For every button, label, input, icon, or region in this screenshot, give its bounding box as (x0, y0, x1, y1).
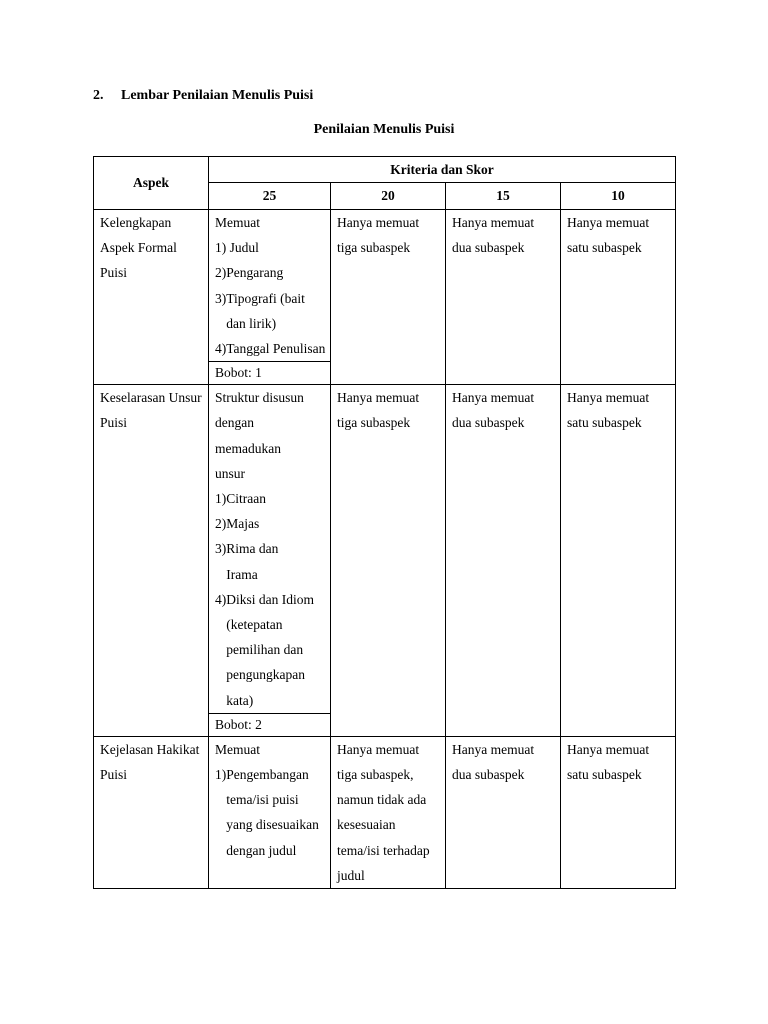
assessment-table (93, 156, 676, 889)
aspek-cell: Keselarasan Unsur Puisi (100, 390, 202, 431)
criteria-item: 2) Pengarang (215, 265, 284, 281)
header-score-25: 25 (209, 183, 331, 210)
criteria-item: 4) Diksi dan Idiom (ketepatan pemilihan dan pengungkapan kata) (215, 591, 314, 708)
criteria-item: 3) Tipografi (bait dan lirik) (215, 290, 305, 331)
criteria-item: 3) Rima dan Irama (215, 541, 279, 582)
section-heading (93, 88, 313, 104)
criteria-item: 1) Citraan (215, 491, 266, 507)
score-20-cell: Hanya memuat tiga subaspek, namun tidak ada kesesuaian tema/isi terhadap judul (337, 741, 430, 883)
header-score-15: 15 (446, 183, 561, 210)
section-title: Lembar Penilaian Menulis Puisi (121, 88, 314, 103)
header-kriteria: Kriteria dan Skor (209, 157, 676, 183)
criteria-item: 1) Pengembangan tema/isi puisi yang disesuaikan dengan judul (215, 767, 319, 858)
aspek-cell: Kejelasan Hakikat Puisi (100, 741, 200, 783)
score-20-cell: Hanya memuat tiga subaspek (337, 390, 420, 431)
header-score-20: 20 (331, 183, 446, 210)
score-15-cell: Hanya memuat dua subaspek (452, 741, 535, 783)
table-title: Penilaian Menulis Puisi (313, 122, 455, 137)
criteria-item: 4) Tanggal Penulisan (215, 341, 326, 357)
score-10-cell: Hanya memuat satu subaspek (567, 741, 650, 783)
bobot-label: Bobot: 1 (209, 361, 330, 384)
criteria-intro: Memuat (215, 741, 260, 757)
aspek-cell: Kelengkapan Aspek Formal Puisi (100, 215, 177, 281)
table-row (94, 210, 676, 385)
score-15-cell: Hanya memuat dua subaspek (452, 215, 535, 256)
table-row (94, 736, 676, 888)
criteria-intro: Struktur disusun dengan memadukan unsur (215, 390, 304, 481)
bobot-label: Bobot: 2 (209, 713, 330, 736)
header-score-10: 10 (561, 183, 676, 210)
criteria-item: 2) Majas (215, 516, 260, 532)
score-10-cell: Hanya memuat satu subaspek (567, 215, 650, 256)
score-15-cell: Hanya memuat dua subaspek (452, 390, 535, 431)
criteria-intro: Memuat (215, 215, 260, 230)
score-10-cell: Hanya memuat satu subaspek (567, 390, 650, 431)
table-row (94, 385, 676, 737)
section-number: 2. (93, 88, 104, 103)
score-20-cell: Hanya memuat tiga subaspek (337, 215, 420, 256)
criteria-item: 1) Judul (215, 240, 259, 256)
header-aspek: Aspek (94, 157, 209, 210)
